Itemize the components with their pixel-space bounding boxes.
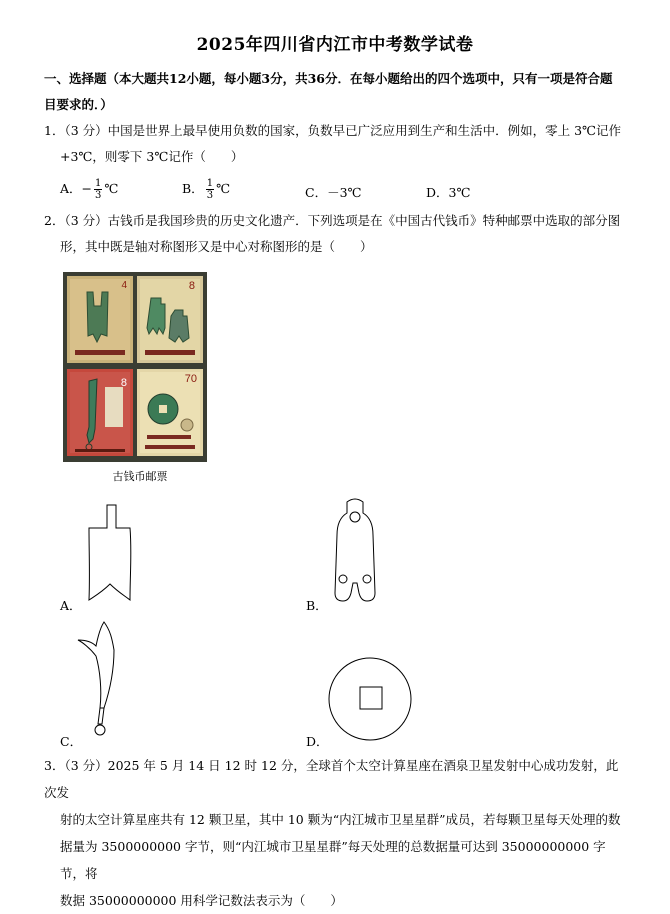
q1-option-b-fraction — [206, 178, 214, 201]
question-1 — [44, 118, 629, 170]
q1-option-a-unit: ℃ — [104, 181, 119, 196]
question-2-line2: 形，其中既是轴对称图形又是中心对称图形的是（ ） — [60, 239, 373, 254]
q1-option-a-denominator: 3 — [95, 190, 102, 201]
question-3-line1: 3．（3 分）2025 年 5 月 14 日 12 时 12 分，全球首个太空计算星座在酒泉卫星发射中心成功发射，此次发 — [44, 758, 619, 800]
section-header — [44, 66, 624, 118]
coin-stamps-image — [63, 272, 207, 462]
question-3-line4: 数据 35000000000 用科学记数法表示为（ ） — [60, 893, 343, 908]
q2-option-b[interactable]: B． — [306, 598, 328, 613]
stamp-4 — [137, 369, 203, 456]
q1-option-b-label: B． — [182, 181, 204, 196]
q1-option-b-unit: ℃ — [216, 181, 231, 196]
question-1-line1: 1．（3 分）中国是世界上最早使用负数的国家，负数早已广泛应用到生产和生活中．例如，零上 3℃记作 — [44, 123, 622, 138]
q1-option-c[interactable]: C．－3℃ — [305, 185, 362, 200]
stamp-2 — [137, 276, 203, 363]
option-d-round-coin-figure — [327, 656, 413, 742]
q1-option-a[interactable] — [60, 178, 118, 201]
q1-option-b-numerator: 1 — [206, 178, 214, 189]
stamp-1-value: 4 — [121, 280, 127, 291]
q1-option-a-fraction — [94, 178, 102, 201]
stamp-4-value: 70 — [184, 373, 197, 385]
q1-option-a-numerator: 1 — [95, 178, 102, 189]
question-3 — [44, 752, 629, 914]
stamp-1 — [67, 276, 133, 363]
stamp-3-value: 8 — [120, 377, 127, 389]
question-1-line2: +3℃，则零下 3℃记作（ ） — [60, 149, 244, 164]
question-3-line2: 射的太空计算星座共有 12 颗卫星，其中 10 颗为“内江城市卫星星群”成员，若每颗卫星每天处理的数 — [60, 812, 621, 827]
question-2-line1: 2．（3 分）古钱币是我国珍贵的历史文化遗产．下列选项是在《中国古代钱币》特种邮票中选取的部分图 — [44, 213, 621, 228]
option-b-figure — [327, 497, 383, 609]
q1-option-a-sign: − — [81, 181, 93, 196]
question-3-line3: 据量为 3500000000 字节，则“内江城市卫星星群”每天处理的总数据量可达到 35000000000 字节，将 — [60, 839, 606, 881]
q1-option-b[interactable] — [182, 178, 230, 201]
stamp-3 — [67, 369, 133, 456]
q2-option-a[interactable]: A． — [60, 598, 82, 613]
option-c-knife-coin-figure — [76, 620, 122, 742]
page-title: 2025年四川省内江市中考数学试卷 — [196, 35, 474, 55]
q1-option-b-denominator: 3 — [206, 190, 214, 201]
section-header-line1: 一、选择题（本大题共12小题，每小题3分，共36分．在每小题给出的四个选项中，只有一项是符合题 — [44, 71, 613, 86]
q2-option-d[interactable]: D． — [306, 734, 329, 749]
q1-option-a-label: A． — [60, 181, 82, 196]
section-header-line2: 目要求的．） — [44, 97, 113, 112]
q1-option-d[interactable]: D．3℃ — [426, 185, 471, 200]
q2-option-c[interactable]: C． — [60, 734, 83, 749]
option-a-spade-coin-figure — [80, 502, 140, 610]
question-2 — [44, 208, 629, 260]
stamp-2-value: 8 — [188, 280, 195, 292]
stamps-caption: 古钱币邮票 — [112, 470, 168, 483]
